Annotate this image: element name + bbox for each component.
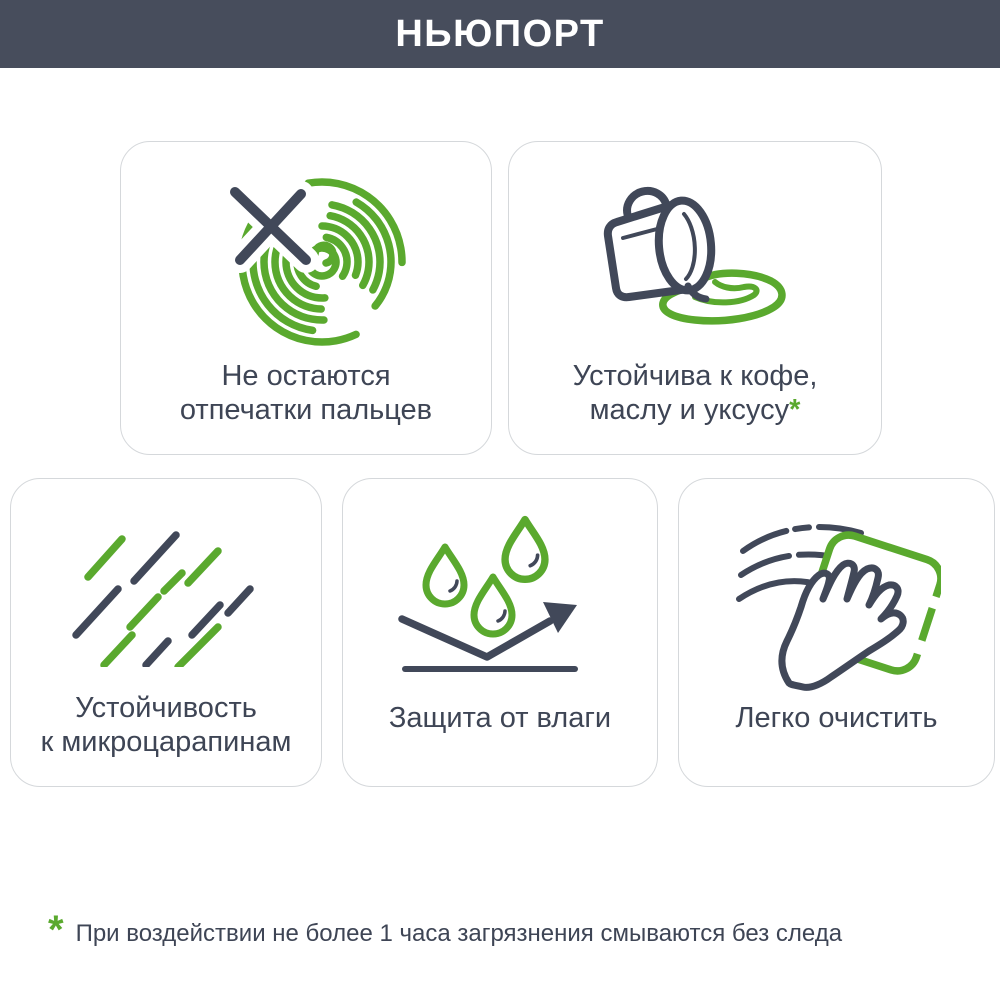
micro-scratches-icon	[66, 517, 266, 672]
hand-cloth-icon	[731, 511, 941, 696]
header-bar	[0, 0, 1000, 68]
footnote-asterisk: *	[789, 394, 801, 427]
feature-card-no-fingerprints	[120, 141, 492, 455]
feature-card-label: Легко очистить	[735, 702, 938, 735]
spilled-cup-icon	[585, 176, 805, 351]
footnote	[48, 910, 842, 950]
footnote-text: При воздействии не более 1 часа загрязнения смываются без следа	[75, 920, 843, 947]
footnote-asterisk: *	[48, 908, 64, 952]
page-title: НЬЮПОРТ	[395, 12, 605, 55]
feature-card-scratch-resistant	[10, 478, 322, 787]
feature-card-stain-resistant	[508, 141, 882, 455]
feature-card-moisture-protection	[342, 478, 658, 787]
feature-card-label: Устойчива к кофе, маслу и уксусу*	[572, 360, 818, 427]
feature-card-easy-clean	[678, 478, 995, 787]
feature-card-label: Защита от влаги	[388, 702, 612, 735]
water-drops-icon	[390, 499, 610, 704]
fingerprint-crossed-icon	[205, 162, 409, 371]
feature-card-label: Устойчивость к микроцарапинам	[40, 692, 292, 759]
feature-card-label: Не остаются отпечатки пальцев	[179, 360, 433, 427]
